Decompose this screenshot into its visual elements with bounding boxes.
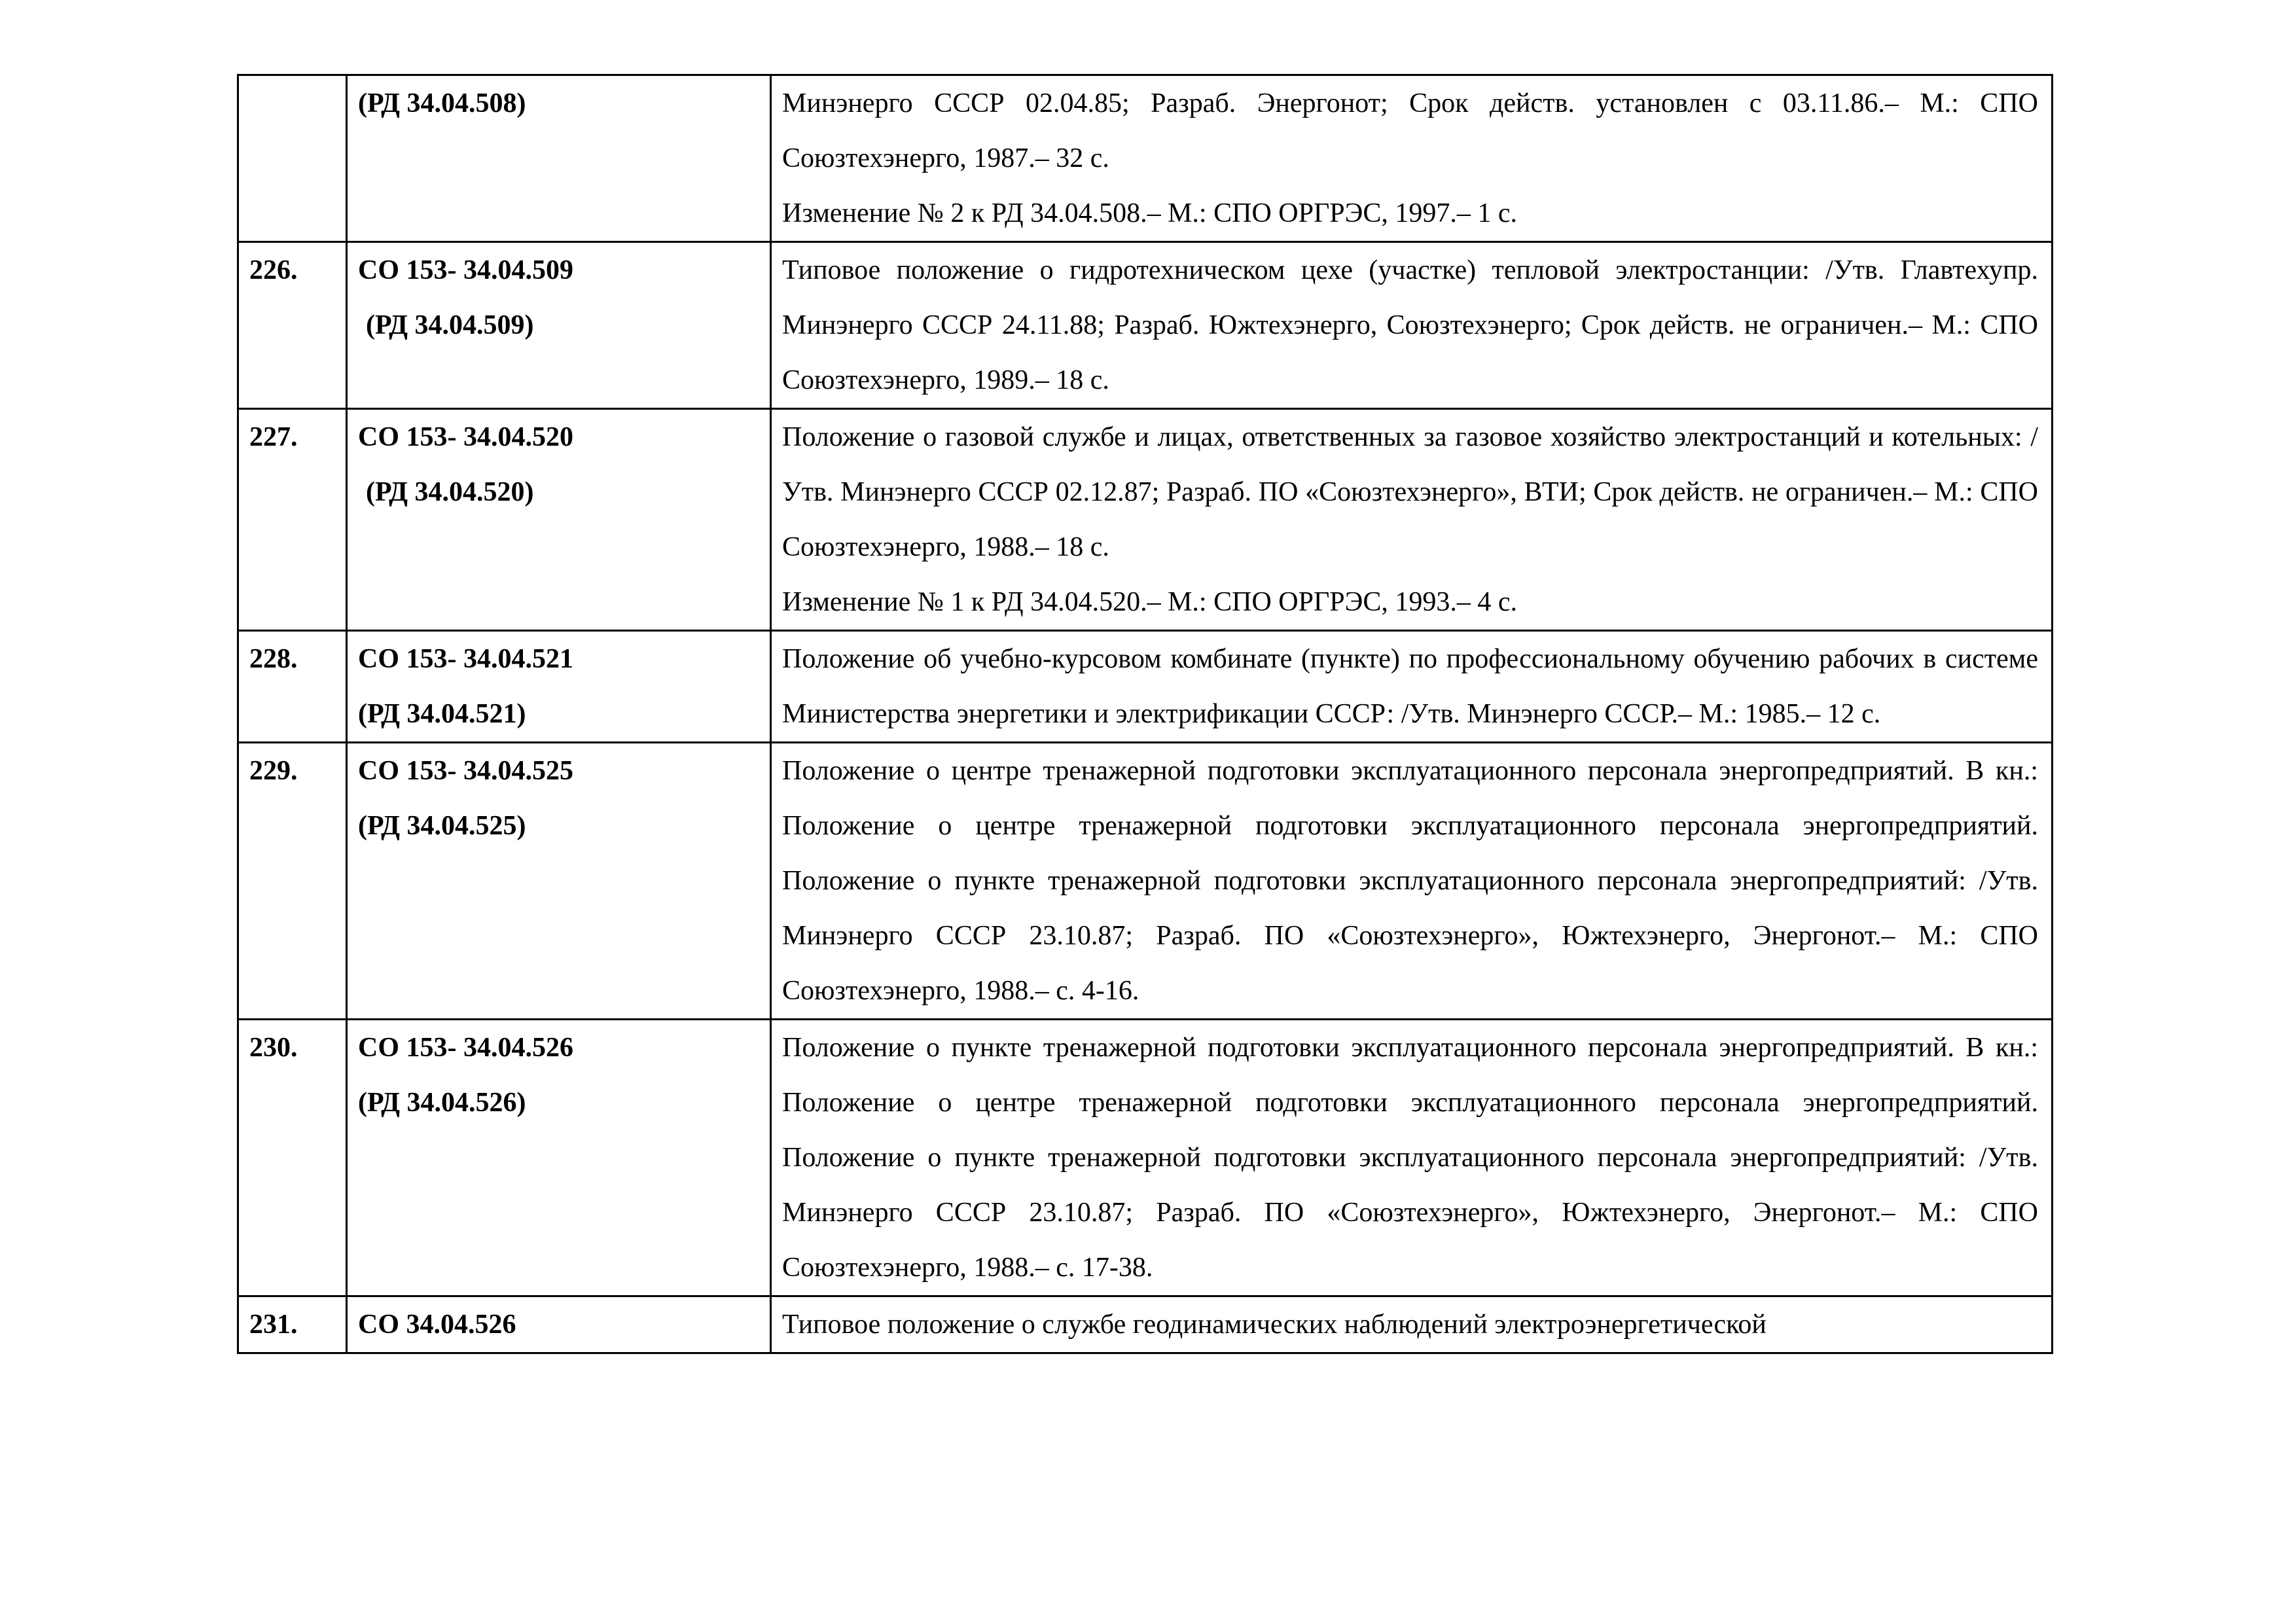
description-paragraph: Изменение № 2 к РД 34.04.508.– М.: СПО ОРГРЭС, 1997.– 1 с.: [782, 198, 1517, 228]
description-paragraph: Положение о центре тренажерной подготовки эксплуатационного персонала энергопредприятий. В кн.: Положение о центре тренажерной подготовки эксплуатационного персонала энергопредприятий. Положение о пункте тренажерной подготовки эксплуатационного персонала энергопредприятий: /Утв. Минэнерго СССР 23.10.87; Разраб. ПО «Союзтехэнерго», Южтехэнерго, Энергонот.– М.: СПО Союзтехэнерго, 1988.– с. 4-16.: [782, 756, 2038, 1006]
document-description: [771, 75, 2053, 242]
document-description: [771, 1296, 2053, 1353]
description-paragraph: Минэнерго СССР 02.04.85; Разраб. Энергонот; Срок действ. установлен с 03.11.86.– М.: СПО Союзтехэнерго, 1987.– 32 с.: [782, 88, 2038, 173]
document-description: [771, 631, 2053, 743]
description-paragraph: Типовое положение о службе геодинамических наблюдений электроэнергетической: [782, 1310, 1767, 1340]
document-description: [771, 409, 2053, 631]
document-code: [347, 631, 771, 743]
table-row: [238, 409, 2053, 631]
document-code: [347, 1296, 771, 1353]
table-row: [238, 1020, 2053, 1296]
code-line: (РД 34.04.508): [358, 88, 526, 118]
document-code: [347, 743, 771, 1020]
row-number: 228.: [238, 631, 347, 743]
description-paragraph: Положение о газовой службе и лицах, ответственных за газовое хозяйство электростанций и котельных: /Утв. Минэнерго СССР 02.12.87; Разраб. ПО «Союзтехэнерго», ВТИ; Срок действ. не ограничен.– М.: СПО Союзтехэнерго, 1988.– 18 с.: [782, 422, 2038, 562]
code-line: СО 153- 34.04.509: [358, 255, 573, 285]
document-code: [347, 75, 771, 242]
code-line: СО 153- 34.04.525: [358, 756, 573, 786]
table-row: [238, 743, 2053, 1020]
document-description: [771, 242, 2053, 409]
row-number: [238, 75, 347, 242]
row-number: 226.: [238, 242, 347, 409]
document-code: [347, 1020, 771, 1296]
code-line: (РД 34.04.509): [366, 310, 534, 340]
description-paragraph: Положение о пункте тренажерной подготовки эксплуатационного персонала энергопредприятий. В кн.: Положение о центре тренажерной подготовки эксплуатационного персонала энергопредприятий. Положение о пункте тренажерной подготовки эксплуатационного персонала энергопредприятий: /Утв. Минэнерго СССР 23.10.87; Разраб. ПО «Союзтехэнерго», Южтехэнерго, Энергонот.– М.: СПО Союзтехэнерго, 1988.– с. 17-38.: [782, 1033, 2038, 1283]
document-code: [347, 242, 771, 409]
document-table: [237, 74, 2053, 1354]
description-paragraph: Типовое положение о гидротехническом цехе (участке) тепловой электростанции: /Утв. Главтехупр. Минэнерго СССР 24.11.88; Разраб. Южтехэнерго, Союзтехэнерго; Срок действ. не ограничен.– М.: СПО Союзтехэнерго, 1989.– 18 с.: [782, 255, 2038, 395]
row-number: 230.: [238, 1020, 347, 1296]
table-body: [238, 75, 2053, 1353]
code-line: (РД 34.04.521): [358, 699, 526, 729]
code-line: СО 153- 34.04.521: [358, 644, 573, 674]
table-row: [238, 1296, 2053, 1353]
description-paragraph: Положение об учебно-курсовом комбинате (пункте) по профессиональному обучению рабочих в системе Министерства энергетики и электрификации СССР: /Утв. Минэнерго СССР.– М.: 1985.– 12 с.: [782, 644, 2038, 729]
description-paragraph: Изменение № 1 к РД 34.04.520.– М.: СПО ОРГРЭС, 1993.– 4 с.: [782, 587, 1517, 617]
row-number: 231.: [238, 1296, 347, 1353]
code-line: СО 153- 34.04.520: [358, 422, 573, 452]
table-row: [238, 75, 2053, 242]
table-row: [238, 631, 2053, 743]
code-line: (РД 34.04.526): [358, 1088, 526, 1118]
code-line: (РД 34.04.520): [366, 477, 534, 507]
document-description: [771, 1020, 2053, 1296]
row-number: 229.: [238, 743, 347, 1020]
code-line: (РД 34.04.525): [358, 811, 526, 841]
code-line: СО 34.04.526: [358, 1310, 516, 1340]
document-code: [347, 409, 771, 631]
code-line: СО 153- 34.04.526: [358, 1033, 573, 1063]
row-number: 227.: [238, 409, 347, 631]
document-description: [771, 743, 2053, 1020]
table-row: [238, 242, 2053, 409]
